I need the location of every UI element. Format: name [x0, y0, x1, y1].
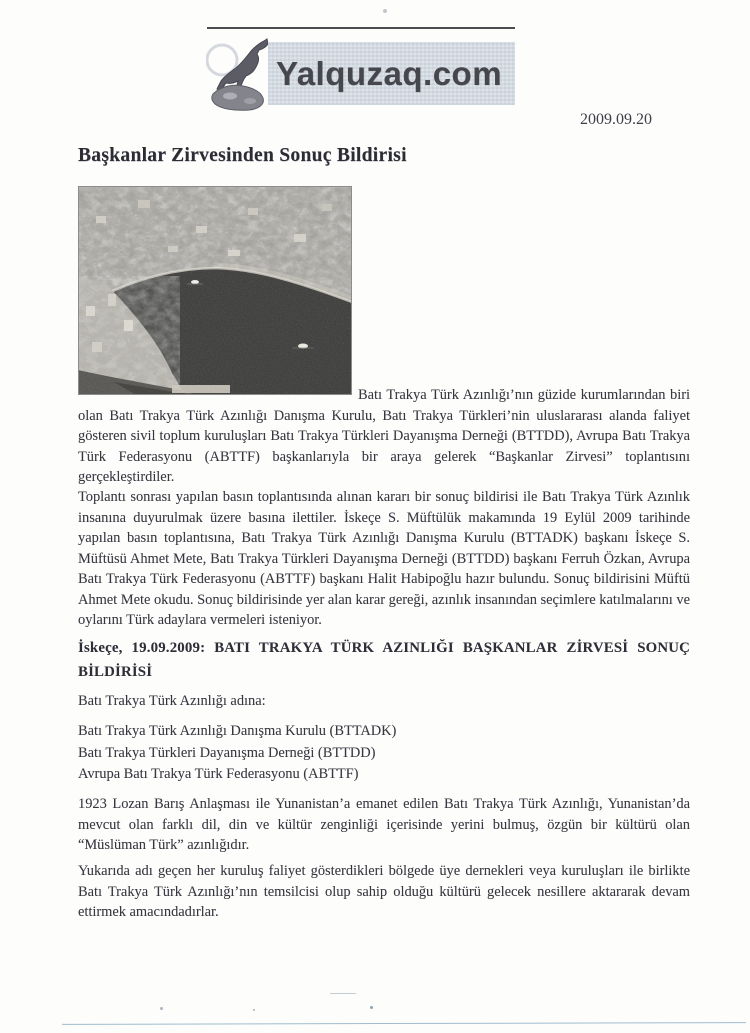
paragraph-2-text: Toplantı sonrası yapılan basın toplantısında alınan kararı bir sonuç bildirisi ile Batı Trakya Türk Azınlık insanına duyurulmak üzere basına ilettiler. İskeçe S. Müftülük makamında 19 Eylül 2009 tarihinde yapılan basın toplantısına, Batı Trakya Türk Azınlığı Danışma Kurulu (BTTADK) başkanı İskeçe S. Müftüsü Ahmet Mete, Batı Trakya Türkleri Dayanışma Derneği (BTTDD) başkanı Ferruh Özkan, Avrupa Batı Trakya Türk Federasyonu (ABTTF) başkanı Halit Habipoğlu hazır bulundu. Sonuç bildirisini Müftü Ahmet Mete okudu. Sonuç bildirisinde yer alan karar gereği, azınlık insanından seçimlere katılmalarını ve oylarını Türk adaylara vermeleri isteniyor. — [78, 489, 690, 628]
photo-grain — [78, 186, 352, 395]
organization-item: Avrupa Batı Trakya Türk Federasyonu (ABTTF) — [78, 766, 359, 782]
paragraph-1 — [78, 385, 690, 488]
masthead-divider — [207, 27, 515, 29]
organization-item: Batı Trakya Türk Azınlığı Danışma Kurulu (BTTADK) — [78, 723, 397, 739]
rock-highlight — [223, 93, 237, 100]
paragraph-3-text: 1923 Lozan Barış Anlaşması ile Yunanistan’a emanet edilen Batı Trakya Türk Azınlığı, Yunanistan’da mevcut olan farklı dil, din ve kültür zenginliği içerisinde yerini bulmuş, özgün bir kültürü olan “Müslüman Türk” azınlığıdır. — [78, 796, 690, 853]
paragraph-4-text: Yukarıda adı geçen her kuruluş faliyet gösterdikleri bölgede üye dernekleri veya kuruluşları ile birlikte Batı Trakya Türk Azınlığı’nın temsilcisi olup sahip olduğu kültürü gelecek nesillere aktararak devam ettirmek amacındadırlar. — [78, 863, 690, 920]
scan-speck — [330, 993, 356, 994]
site-name-box — [268, 42, 515, 105]
on-behalf-line: Batı Trakya Türk Azınlığı adına: — [78, 693, 266, 709]
organization-item: Batı Trakya Türkleri Dayanışma Derneği (BTTDD) — [78, 744, 376, 761]
paragraph-3 — [78, 794, 690, 856]
photo-wrap-spacer — [78, 385, 358, 397]
harbor-photo — [78, 186, 352, 395]
scan-speck — [253, 1009, 255, 1011]
site-name: Yalquzaq.com — [276, 54, 503, 92]
scan-speck — [160, 1007, 163, 1010]
article-date: 2009.09.20 — [580, 111, 652, 128]
organization-list — [78, 721, 690, 786]
rock-highlight-2 — [244, 98, 256, 104]
wolf-rock — [212, 85, 264, 110]
paragraph-4 — [78, 861, 690, 923]
paragraph-2 — [78, 487, 690, 631]
bulletin-subheading: İskeçe, 19.09.2009: BATI TRAKYA TÜRK AZINLIĞI BAŞKANLAR ZİRVESİ SONUÇ BİLDİRİSİ — [78, 640, 690, 680]
footer-divider — [62, 1022, 746, 1025]
scan-speck — [370, 1006, 373, 1009]
scan-speck — [383, 9, 387, 13]
paragraph-1-text: Batı Trakya Türk Azınlığı’nın güzide kurumlarından biri olan Batı Trakya Türk Azınlığı Danışma Kurulu, Batı Trakya Türkleri’nin uluslararası alanda faliyet gösteren sivil toplum kuruluşları Batı Trakya Türkleri Dayanışma Derneği (BTTDD), Avrupa Batı Trakya Türk Federasyonu (ABTTF) başkanlarıyla bir araya gelerek “Başkanlar Zirvesi” toplantısını gerçekleştirdiler. — [78, 387, 690, 485]
page-title: Başkanlar Zirvesinden Sonuç Bildirisi — [78, 145, 407, 166]
harbor-photo-svg — [78, 186, 352, 395]
